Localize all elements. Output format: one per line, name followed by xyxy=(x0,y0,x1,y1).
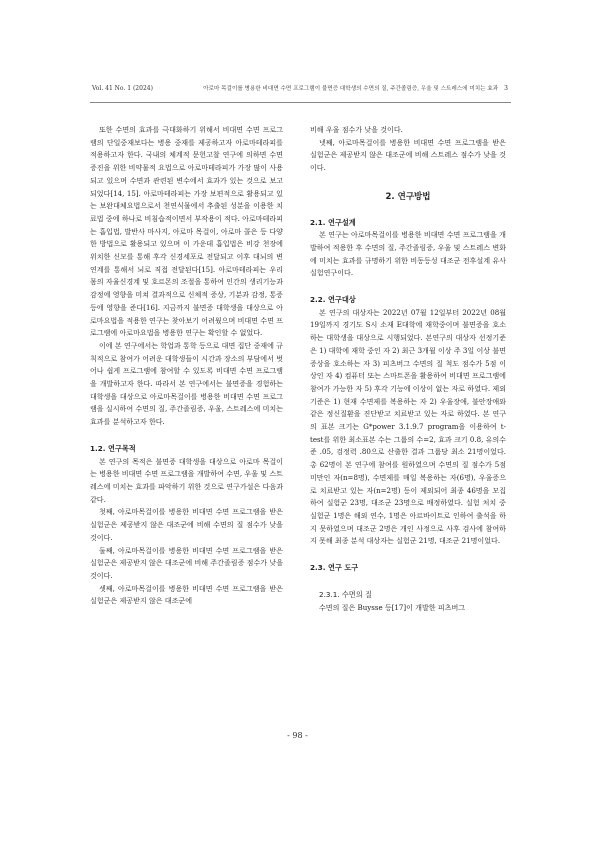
page-number: - 98 - xyxy=(287,731,308,740)
hypothesis-1: 첫째, 아로마목걸이를 병용한 비대면 수면 프로그램을 받은 실험군은 제공받지 않은 대조군에 비해 수면의 질 점수가 낮을 것이다. xyxy=(90,507,283,542)
right-column xyxy=(310,124,506,614)
hypothesis-2: 둘째, 아로마목걸이를 병용한 비대면 수면 프로그램을 받은 실험군은 제공받지 않은 대조군에 비해 주간졸림증 점수가 낮을 것이다. xyxy=(90,545,283,580)
left-column xyxy=(90,124,283,608)
section-2-3-heading: 2.3. 연구 도구 xyxy=(310,563,359,573)
hypothesis-3-continued: 비해 우울 점수가 낮을 것이다. xyxy=(310,125,403,134)
running-title: 아로마 목걸이를 병용한 비대면 수면 프로그램이 불면증 대학생의 수면의 질, 주간졸림증, 우울 및 스트레스에 미치는 효과 xyxy=(203,86,499,92)
section-2-1-heading: 2.1. 연구설계 xyxy=(310,217,356,227)
hypothesis-4: 넷째, 아로마목걸이를 병용한 비대면 수면 프로그램을 받은 실험군은 제공받지 않은 대조군에 비해 스트레스 점수가 낮을 것이다. xyxy=(310,137,506,173)
section-2-2-heading: 2.2. 연구대상 xyxy=(310,295,356,305)
subjects-paragraph: 본 연구의 대상자는 2022년 07월 12일부터 2022년 08월 19일까지 경기도 S시 소재 E대학에 재학중이며 불면증을 호소하는 대학생을 대상으로 시행되었다. 본연구의 대상자 선정기준은 1) 대학에 재학 중인 자 2) 최근 3개월 이상 주 3일 이상 불면 증상을 호소하는 자 3) 피츠버그 수면의 질 척도 점수가 5점 이상인 자 4) 컴퓨터 또는 스마트폰을 활용하여 비대면 프로그램에 참여가 가능한 자 5) 후각 기능에 이상이 없는 자로 하였다. 제외기준은 1) 현재 수면제를 복용하는 자 2) 우울장애, 불안장애와 같은 정신질환을 진단받고 치료받고 있는 자로 하였다. 본 연구의 표본 크기는 G*power 3.1.9.7 program을 이용하여 t-test를 위한 최소표본 수는 그룹의 수=2, 효과 크기 0.8, 유의수준 .05, 검정력 .80으로 산출한 결과 그룹당 최소 21명이었다. 총 62명이 본 연구에 참여를 원하였으며 수면의 질 점수가 5점 미만인 자(n=8명), 수면제를 매일 복용하는 자(6명), 우울증으로 치료받고 있는 자(n=2명) 등이 제외되어 최종 46명을 모집하여 실험군 23명, 대조군 23명으로 배정하였다. 실험 처치 중 실험군 1명은 해외 연수, 1명은 아르바이트로 인하여 출석을 하지 못하였으며 대조군 2명은 개인 사정으로 사후 검사에 참여하지 못해 최종 분석 대상자는 실험군 21명, 대조군 21명이었다. xyxy=(310,307,506,546)
hypothesis-3: 셋째, 아로마목걸이를 병용한 비대면 수면 프로그램을 받은 실험군은 제공받지 않은 대조군에 xyxy=(90,583,283,606)
journal-volume: Vol. 41 No. 1 (2024) xyxy=(92,85,153,92)
section-1-2-heading: 1.2. 연구목적 xyxy=(90,443,136,453)
running-head xyxy=(92,84,508,92)
intro-paragraph-2: 이에 본 연구에서는 학업과 통학 등으로 대면 집단 중재에 규칙적으로 참여가 어려운 대학생들이 시간과 장소의 부담에서 벗어나 쉽게 프로그램에 참여할 수 있도록 비대면 수면 프로그램을 개발하고자 한다. 따라서 본 연구에서는 불면증을 경험하는 대학생을 대상으로 아로마목걸이를 병용한 비대면 수면 프로그램을 실시하여 수면의 질, 주간졸림증, 우울, 스트레스에 미치는 효과를 분석하고자 한다. xyxy=(90,340,283,427)
sleep-quality-paragraph: 수면의 질은 Buysse 등[17]이 개발한 피츠버그 xyxy=(319,602,466,612)
design-paragraph: 본 연구는 아로마목걸이를 병용한 비대면 수면 프로그램을 개발하여 적용한 후 수면의 질, 주간졸림증, 우울 및 스트레스 변화에 미치는 효과를 규명하기 위한 비동등성 대조군 전후설계 유사실험연구이다. xyxy=(310,230,506,278)
header-page-number: 3 xyxy=(504,85,508,92)
purpose-paragraph: 본 연구의 목적은 불면증 대학생을 대상으로 아로마 목걸이는 병용한 비대면 수면 프로그램을 개발하여 수면, 우울 및 스트레스에 미치는 효과를 파악하기 위한 것으로 연구가설은 다음과 같다. xyxy=(90,456,283,504)
section-2-heading: 2. 연구방법 xyxy=(385,191,431,202)
section-2-3-1-heading: 2.3.1. 수면의 질 xyxy=(319,589,372,599)
header-rule xyxy=(90,102,511,103)
intro-paragraph-1: 또한 수면의 효과를 극대화하기 위해서 비대면 수면 프로그램의 단일중재보다는 병용 중재를 제공하고자 아로마테라피를 적용하고자 한다. 국내의 체계적 문헌고찰 연구에 의하면 수면 증진을 위한 비약물적 요법으로 아로마테라피가 가장 많이 사용되고 있으며 수면과 관련된 변수에서 효과가 있는 것으로 보고되었다[14, 15]. 아로마테라피는 가장 보편적으로 활용되고 있는 보완대체요법으로서 천연식물에서 추출된 성분을 이용한 치료법 중에 하나로 비침습적이면서 부작용이 적다. 아로마테라피는 흡입법, 발반사 마사지, 아로마 목걸이, 아로마 콜은 등 다양한 방법으로 활용되고 있으며 이 가운데 흡입법은 비강 천장에 위치한 신모를 통해 후각 신경세포로 전달되고 이후 대뇌의 변연계를 통해서 뇌로 직접 전달된다[15]. 아로마테라피는 우리 몸의 자율신경계 및 호르몬의 조절을 통하여 인간의 생리기능과 감정에 영향을 미쳐 결과적으로 신체적 증상, 기분과 감정, 통증 등에 영향을 준다[16]. 지금까지 불면증 대학생을 대상으로 아로마요법을 적용한 연구는 찾아보기 어려웠으며 비대면 수면 프로그램에 아로마요법을 병용한 연구는 확인할 수 없었다. xyxy=(90,125,283,338)
